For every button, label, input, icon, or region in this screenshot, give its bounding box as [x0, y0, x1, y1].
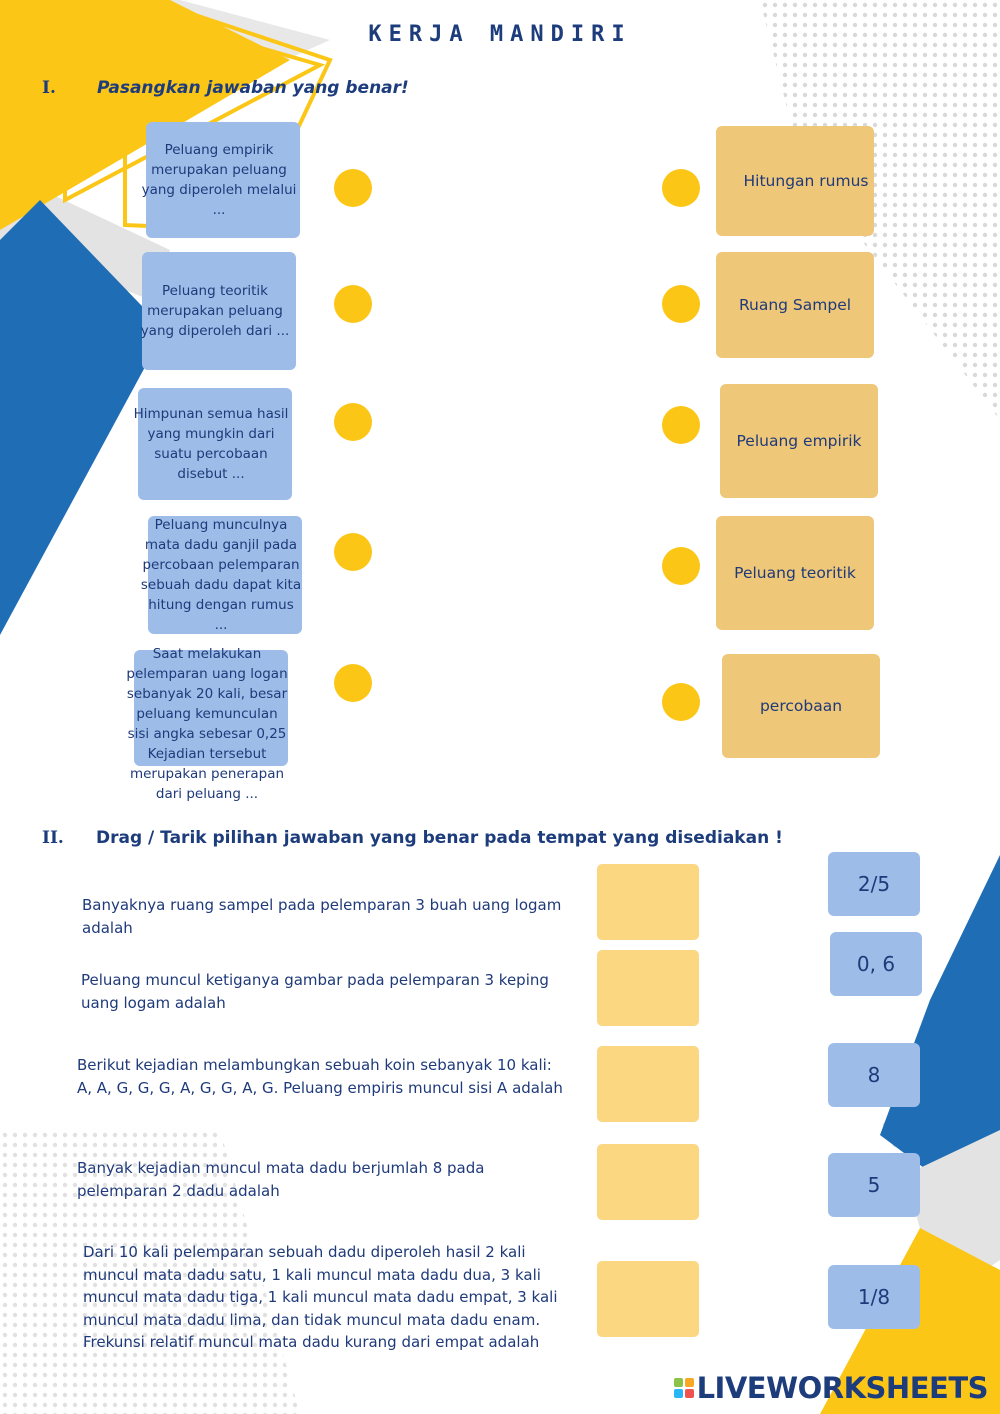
match-question-text: Saat melakukan pelemparan uang logan sebanyak 20 kali, besar peluang kemunculan sisi angka sebesar 0,25 Kejadian tersebut merupakan penerapan dari peluang ... [126, 646, 288, 802]
match-connector-dot-right[interactable] [662, 285, 700, 323]
drag-option[interactable]: 2/5 [828, 852, 920, 916]
match-connector-dot-right[interactable] [662, 683, 700, 721]
match-question-card [126, 644, 288, 804]
brand-name: LIVEWORKSHEETS [696, 1371, 988, 1405]
drag-option[interactable]: 5 [828, 1153, 920, 1217]
match-answer-text: Ruang Sampel [738, 296, 852, 314]
drop-zone[interactable] [597, 1046, 699, 1122]
match-connector-dot-left[interactable] [334, 285, 372, 323]
match-question-card [138, 122, 300, 238]
section-1-heading: Pasangkan jawaban yang benar! [97, 78, 409, 98]
match-connector-dot-left[interactable] [334, 403, 372, 441]
drag-question-text: Peluang muncul ketiganya gambar pada pelemparan 3 keping uang logam adalah [81, 971, 549, 1012]
match-connector-dot-left[interactable] [334, 664, 372, 702]
match-question-text: Peluang munculnya mata dadu ganjil pada percobaan pelemparan sebuah dadu dapat kita hitung dengan rumus ... [140, 517, 302, 633]
drop-zone[interactable] [597, 864, 699, 940]
match-question-text: Peluang teoritik merupakan peluang yang diperoleh dari ... [140, 283, 290, 339]
match-answer-text: percobaan [759, 697, 843, 715]
drag-question-text: Banyaknya ruang sampel pada pelemparan 3 buah uang logam adalah [82, 896, 562, 937]
match-connector-dot-left[interactable] [334, 533, 372, 571]
match-question-text: Himpunan semua hasil yang mungkin dari suatu percobaan disebut ... [133, 406, 289, 482]
match-answer-text: Peluang teoritik [734, 564, 856, 582]
match-question-card [134, 252, 296, 370]
match-answer-card [716, 516, 874, 630]
match-answer-card [722, 654, 880, 758]
match-answer-card [720, 384, 878, 498]
match-question-text: Peluang empirik merupakan peluang yang diperoleh melalui ... [141, 142, 297, 218]
logo-icon [674, 1378, 694, 1398]
match-answer-card [716, 252, 874, 358]
drag-option[interactable]: 0, 6 [830, 932, 922, 996]
match-connector-dot-left[interactable] [334, 169, 372, 207]
match-question-card [140, 516, 302, 634]
section-2-heading: Drag / Tarik pilihan jawaban yang benar pada tempat yang disediakan ! [96, 828, 783, 848]
drop-zone[interactable] [597, 950, 699, 1026]
drop-zone[interactable] [597, 1261, 699, 1337]
drag-option[interactable]: 8 [828, 1043, 920, 1107]
match-connector-dot-right[interactable] [662, 406, 700, 444]
page-title: KERJA MANDIRI [368, 22, 632, 47]
match-question-card [130, 388, 292, 500]
drag-question-text: Berikut kejadian melambungkan sebuah koin sebanyak 10 kali: A, A, G, G, G, A, G, G, A, G. Peluang empiris muncul sisi A adalah [77, 1056, 563, 1097]
drag-question-text: Banyak kejadian muncul mata dadu berjumlah 8 pada pelemparan 2 dadu adalah [77, 1159, 485, 1200]
match-connector-dot-right[interactable] [662, 169, 700, 207]
match-answer-text: Hitungan rumus [743, 172, 869, 190]
match-connector-dot-right[interactable] [662, 547, 700, 585]
drag-question-text: Dari 10 kali pelemparan sebuah dadu diperoleh hasil 2 kali muncul mata dadu satu, 1 kali muncul mata dadu dua, 3 kali muncul mata dadu tiga, 1 kali muncul mata dadu empat, 3 kali muncul mata dadu lima, dan tidak muncul mata dadu enam. Frekunsi relatif muncul mata dadu kurang dari empat adalah [83, 1243, 558, 1351]
drag-option[interactable]: 1/8 [828, 1265, 920, 1329]
liveworksheets-logo [674, 1371, 988, 1405]
match-answer-text: Peluang empirik [736, 432, 862, 450]
section-1-number: I. [42, 78, 56, 98]
drop-zone[interactable] [597, 1144, 699, 1220]
match-answer-card [716, 126, 874, 236]
section-2-number: II. [42, 828, 64, 848]
